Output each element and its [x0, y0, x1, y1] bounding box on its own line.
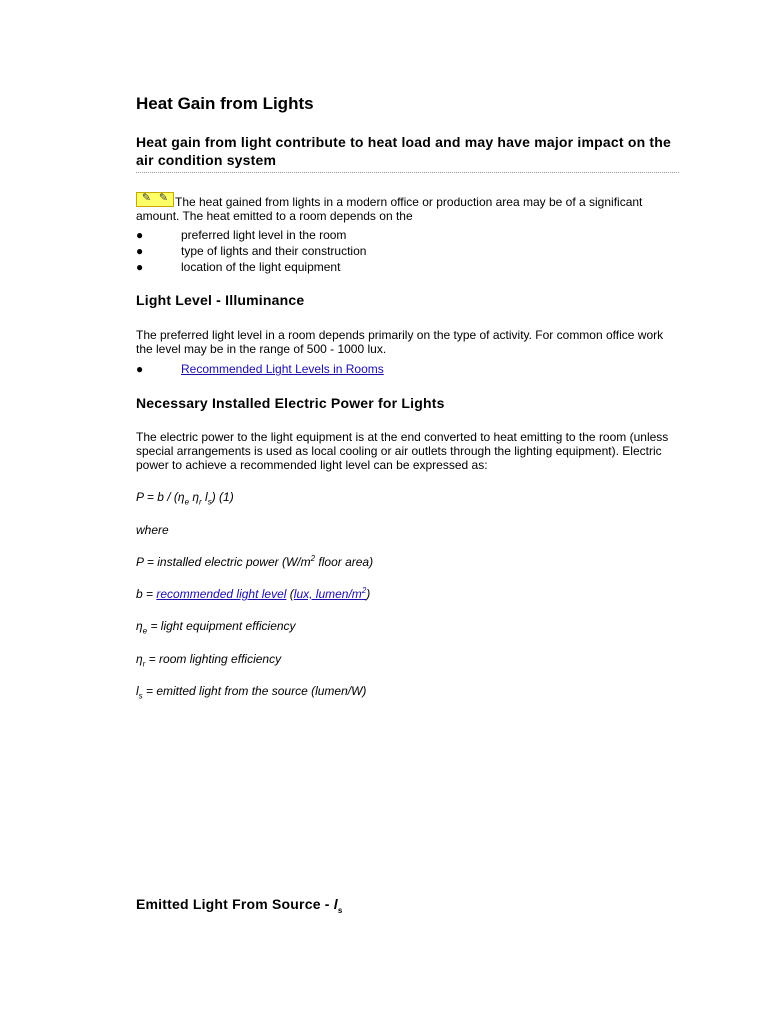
recommended-light-levels-link[interactable]: Recommended Light Levels in Rooms	[181, 362, 384, 376]
page-subtitle: Heat gain from light contribute to heat load and may have major impact on the air condition system	[136, 133, 679, 173]
bullet-icon: ●	[136, 244, 144, 258]
heat-factor-list	[136, 227, 366, 275]
section-heading-emitted-light: Emitted Light From Source - $l_s$	[136, 896, 343, 915]
lux-lumen-link[interactable]: lux, lumen/m$^2$	[293, 586, 367, 601]
pencil-icon: ✎	[158, 192, 169, 204]
definition-b: b = recommended light level (lux, lumen/m$^2$)	[136, 586, 371, 601]
bullet-icon: ●	[136, 228, 144, 242]
intro-paragraph	[136, 192, 676, 223]
list-item: ● type of lights and their construction	[136, 244, 367, 258]
section-heading-light-level: Light Level - Illuminance	[136, 292, 305, 308]
page-title: Heat Gain from Lights	[136, 94, 314, 113]
where-label: where	[136, 523, 169, 537]
list-item: ● location of the light equipment	[136, 260, 341, 274]
edit-badge[interactable]	[136, 192, 174, 207]
definition-eta-e: $\eta_e$ = light equipment efficiency	[136, 619, 296, 636]
bullet-icon: ●	[136, 260, 144, 274]
pencil-icon: ✎	[141, 192, 152, 204]
formula-power: $P = b / (\eta_e$ $\eta_r$ $l_s$) (1)	[136, 490, 234, 507]
recommended-light-level-link[interactable]: recommended light level	[156, 587, 287, 601]
electric-power-paragraph: The electric power to the light equipment is at the end converted to heat emitting to the room (unless special arrangements is used as local cooling or air outlets through the lighting equipment). Electric power to achieve a recommended light level can be expressed as:	[136, 430, 669, 472]
link-list	[136, 361, 384, 377]
definition-p: P = installed electric power ($W/m^2$ floor area)	[136, 554, 374, 569]
definition-ls: $l_s$ = emitted light from the source (lumen/W)	[136, 684, 367, 701]
definition-eta-r: $\eta_r$ = room lighting efficiency	[136, 652, 282, 669]
light-level-paragraph: The preferred light level in a room depends primarily on the type of activity. For common office work the level may be in the range of 500 - 1000 lux.	[136, 328, 664, 356]
section-heading-electric-power: Necessary Installed Electric Power for Lights	[136, 395, 445, 411]
list-item	[136, 361, 384, 377]
bullet-icon: ●	[136, 362, 144, 376]
intro-text: The heat gained from lights in a modern office or production area may be of a significant amount. The heat emitted to a room depends on the	[136, 195, 643, 223]
list-item: ● preferred light level in the room	[136, 228, 347, 242]
